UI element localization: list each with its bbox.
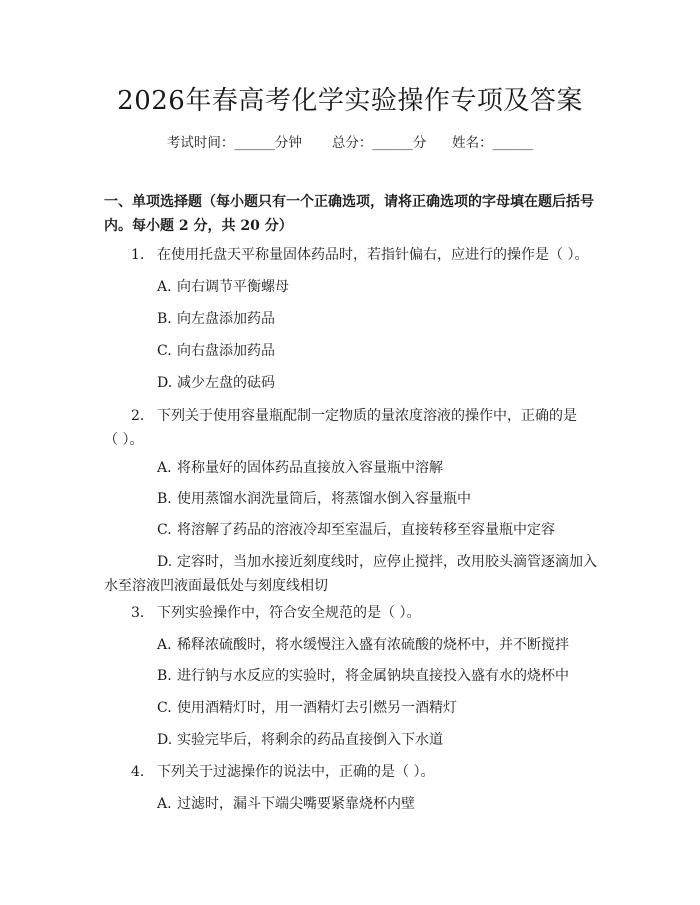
question-stem: 下列关于过滤操作的说法中，正确的是（ ）。 bbox=[157, 764, 435, 780]
option-text: 向右调节平衡螺母 bbox=[177, 279, 289, 295]
question-1 bbox=[131, 243, 619, 267]
option-2d bbox=[104, 550, 604, 598]
option-letter: B. bbox=[157, 491, 172, 507]
option-text: 定容时，当加水接近刻度线时，应停止搅拌，改用胶头滴管逐滴加入 bbox=[177, 554, 597, 570]
option-letter: A. bbox=[157, 279, 172, 295]
option-1c bbox=[157, 339, 597, 363]
option-text: 进行钠与水反应的实验时，将金属钠块直接投入盛有水的烧杯中 bbox=[177, 668, 569, 684]
option-3d bbox=[157, 728, 597, 752]
option-2b bbox=[157, 487, 597, 511]
option-letter: D. bbox=[157, 554, 173, 570]
question-2 bbox=[104, 404, 604, 452]
section-heading-line1: 一、单项选择题（每小题只有一个正确选项，请将正确选项的字母填在题后括号 bbox=[104, 194, 594, 210]
option-text: 将称量好的固体药品直接放入容量瓶中溶解 bbox=[177, 460, 443, 476]
option-text: 将溶解了药品的溶液冷却至室温后，直接转移至容量瓶中定容 bbox=[177, 522, 555, 538]
question-number: 3. bbox=[131, 605, 145, 621]
option-text: 向左盘添加药品 bbox=[177, 311, 275, 327]
option-letter: C. bbox=[157, 522, 172, 538]
time-unit: 分钟 bbox=[274, 135, 302, 151]
page-title: 2026年春高考化学实验操作专项及答案 bbox=[117, 86, 583, 116]
section-heading bbox=[104, 190, 604, 238]
time-blank: ______ bbox=[234, 135, 275, 151]
question-4 bbox=[131, 760, 619, 784]
option-letter: A. bbox=[157, 460, 172, 476]
score-unit: 分 bbox=[412, 135, 427, 151]
option-3a bbox=[157, 633, 597, 657]
option-4a bbox=[157, 792, 597, 816]
option-letter: A. bbox=[157, 796, 172, 812]
option-letter: D. bbox=[157, 375, 173, 391]
option-letter: B. bbox=[157, 668, 172, 684]
option-3b bbox=[157, 664, 597, 688]
name-blank: ______ bbox=[492, 135, 534, 151]
score-blank: ______ bbox=[372, 135, 413, 151]
option-text: 减少左盘的砝码 bbox=[177, 375, 275, 391]
option-3c bbox=[157, 696, 597, 720]
question-stem-cont: （ ）。 bbox=[104, 432, 144, 448]
section-heading-line2: 内。每小题 2 分，共 20 分） bbox=[104, 218, 293, 234]
question-3 bbox=[131, 601, 619, 625]
option-text: 稀释浓硫酸时，将水缓慢注入盛有浓硫酸的烧杯中，并不断搅拌 bbox=[177, 637, 569, 653]
question-number: 1. bbox=[131, 247, 145, 263]
option-1a bbox=[157, 275, 597, 299]
option-1b bbox=[157, 307, 597, 331]
exam-info-line bbox=[0, 131, 700, 151]
option-letter: C. bbox=[157, 343, 172, 359]
option-text: 向右盘添加药品 bbox=[177, 343, 275, 359]
option-1d bbox=[157, 371, 597, 395]
option-letter: B. bbox=[157, 311, 172, 327]
option-letter: D. bbox=[157, 732, 173, 748]
score-label: 总分： bbox=[331, 135, 373, 151]
option-text: 使用酒精灯时，用一酒精灯去引燃另一酒精灯 bbox=[177, 700, 457, 716]
option-text: 使用蒸馏水润洗量筒后，将蒸馏水倒入容量瓶中 bbox=[177, 491, 471, 507]
question-stem: 下列实验操作中，符合安全规范的是（ ）。 bbox=[157, 605, 421, 621]
question-stem: 下列关于使用容量瓶配制一定物质的量浓度溶液的操作中，正确的是 bbox=[157, 408, 577, 424]
option-text-cont: 水至溶液凹液面最低处与刻度线相切 bbox=[104, 578, 328, 594]
time-label: 考试时间： bbox=[166, 135, 235, 151]
option-letter: A. bbox=[157, 637, 172, 653]
name-label: 姓名： bbox=[452, 135, 493, 151]
option-2a bbox=[157, 456, 597, 480]
option-2c bbox=[157, 518, 597, 542]
option-text: 实验完毕后，将剩余的药品直接倒入下水道 bbox=[177, 732, 443, 748]
option-text: 过滤时，漏斗下端尖嘴要紧靠烧杯内壁 bbox=[177, 796, 415, 812]
question-number: 4. bbox=[131, 764, 145, 780]
option-letter: C. bbox=[157, 700, 172, 716]
question-stem: 在使用托盘天平称量固体药品时，若指针偏右，应进行的操作是（ ）。 bbox=[157, 247, 589, 263]
question-number: 2. bbox=[131, 408, 145, 424]
